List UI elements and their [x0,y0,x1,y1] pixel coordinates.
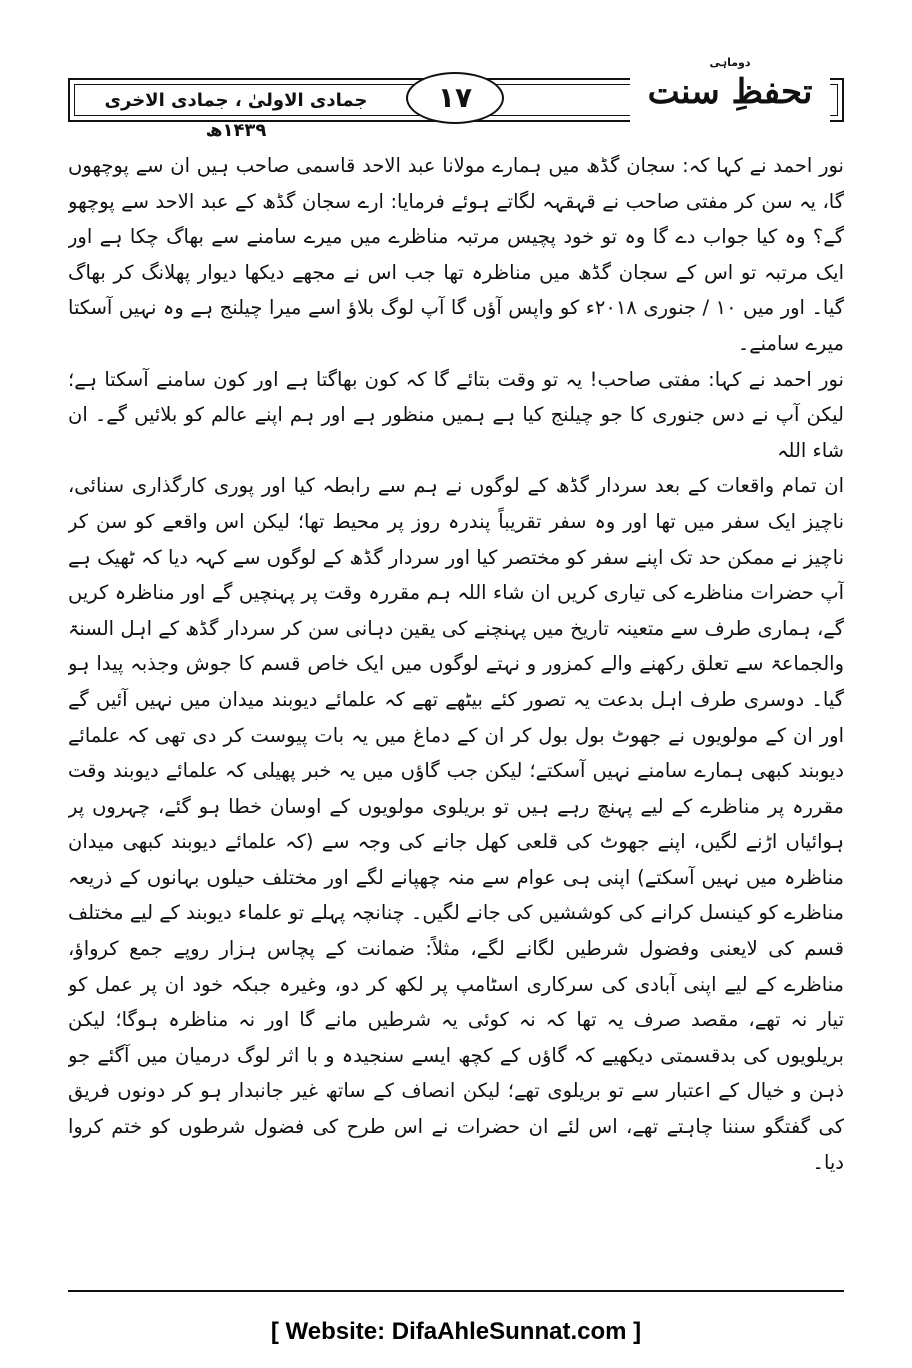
paragraph: ان تمام واقعات کے بعد سردار گڈھ کے لوگوں نے ہم سے رابطہ کیا اور پوری کارگذاری سنائی، ناچیز ایک سفر میں تھا اور وہ سفر تقریباً پندرہ روز پر محیط تھا؛ لیکن اس واقعے کو سن کر ناچیز نے ممکن حد تک اپنے سفر کو مختصر کیا اور سردار گڈھ کے لوگوں سے کہہ دیا کہ ٹھیک ہے آپ حضرات مناظرے کی تیاری کریں ان شاء اللہ ہم مقررہ وقت پر پہنچیں گے اور مناظرہ کریں گے، ہماری طرف سے متعینہ تاریخ میں پہنچنے کی یقین دہانی سن کر سردار گڈھ کے اہل السنۃ والجماعۃ سے تعلق رکھنے والے کمزور و نہتے لوگوں میں ایک خاص قسم کا جوش وجذبہ پیدا ہو گیا۔ دوسری طرف اہل بدعت یہ تصور کئے بیٹھے تھے کہ علمائے دیوبند میدان میں نہیں آئیں گے اور ان کے مولویوں نے جھوٹ بول بول کر ان کے دماغ میں یہ بات پیوست کر دی تھی کہ علمائے دیوبند کبھی ہمارے سامنے نہیں آسکتے؛ لیکن جب گاؤں میں یہ خبر پھیلی کہ علمائے دیوبند وقت مقررہ پر مناظرے کے لیے پہنچ رہے ہیں تو بریلوی مولویوں کے اوسان خطا ہو گئے، چہروں پر ہوائیاں اڑنے لگیں، اپنے جھوٹ کی قلعی کھل جانے کی وجہ سے (کہ علمائے دیوبند کبھی میدان مناظرہ میں نہیں آسکتے) اپنی ہی عوام سے منہ چھپانے لگے اور مختلف حیلوں بہانوں کے ذریعہ مناظرے کو کینسل کرانے کی کوششیں کی جانے لگیں۔ چنانچہ پہلے تو علماء دیوبند کے لیے مختلف قسم کی لایعنی وفضول شرطیں لگانے لگے، مثلاً: ضمانت کے پچاس ہزار روپے جمع کرواؤ، مناظرے کے لیے اپنی آبادی کی سرکاری اسٹامپ پر لکھ کر دو، وغیرہ جبکہ خود ان پر عمل کو تیار نہ تھے، مقصد صرف یہ تھا کہ نہ کوئی یہ شرطیں مانے گا اور نہ مناظرہ ہوگا؛ لیکن بریلویوں کی بدقسمتی دیکھیے کہ گاؤں کے کچھ ایسے سنجیدہ و با اثر لوگ درمیان میں آگئے جو ذہن و خیال کے اعتبار سے تو بریلوی تھے؛ لیکن انصاف کے ساتھ غیر جانبدار ہو کر دونوں فریق کی گفتگو سننا چاہتے تھے، اس لئے ان حضرات نے اس طرح کی فضول شرطوں کو ختم کروا دیا۔ [68,474,844,1174]
magazine-subtitle: دوماہی [709,56,751,69]
website-footer: [ Website: DifaAhleSunnat.com ] [270,1318,642,1345]
footer-divider [68,1290,844,1292]
page-number: ۱۷ [437,81,473,114]
paragraph: نور احمد نے کہا: مفتی صاحب! یہ تو وقت بتائے گا کہ کون بھاگتا ہے اور کون سامنے آسکتا ہے؛ لیکن آپ نے دس جنوری کا جو چیلنج کیا ہے ہمیں منظور ہے اور ہم اپنے عالم کو بلائیں گے۔ ان شاء اللہ [68,367,844,462]
magazine-logo [630,56,830,126]
paragraph: نور احمد نے کہا کہ: سجان گڈھ میں ہمارے مولانا عبد الاحد قاسمی صاحب ہیں ان سے پوچھوں گا، یہ سن کر مفتی صاحب نے قہقہہ لگاتے ہوئے فرمایا: ارے سجان گڈھ کے عبد الاحد سے پوچھو گے؟ وہ کیا جواب دے گا وہ تو خود پچیس مرتبہ مناظرے میں میرے سامنے سے بھاگ چکا ہے اور ایک مرتبہ تو اس کے سجان گڈھ میں مناظرہ تھا جب اس نے مجھے دیکھا دیوار پھلانگ کر بھاگ گیا۔ اور میں ۱۰ / جنوری ۲۰۱۸ء کو واپس آؤں گا آپ لوگ بلاؤ اسے میرا چیلنج ہے وہ نہیں آسکتا میرے سامنے۔ [68,154,844,355]
magazine-title: تحفظِ سنت [647,72,813,112]
page-number-oval [406,72,504,124]
page-header [68,56,844,141]
article-body [68,148,844,1268]
issue-date: جمادی الاولیٰ ، جمادی الاخری ۱۴۳۹ھ [104,90,368,141]
